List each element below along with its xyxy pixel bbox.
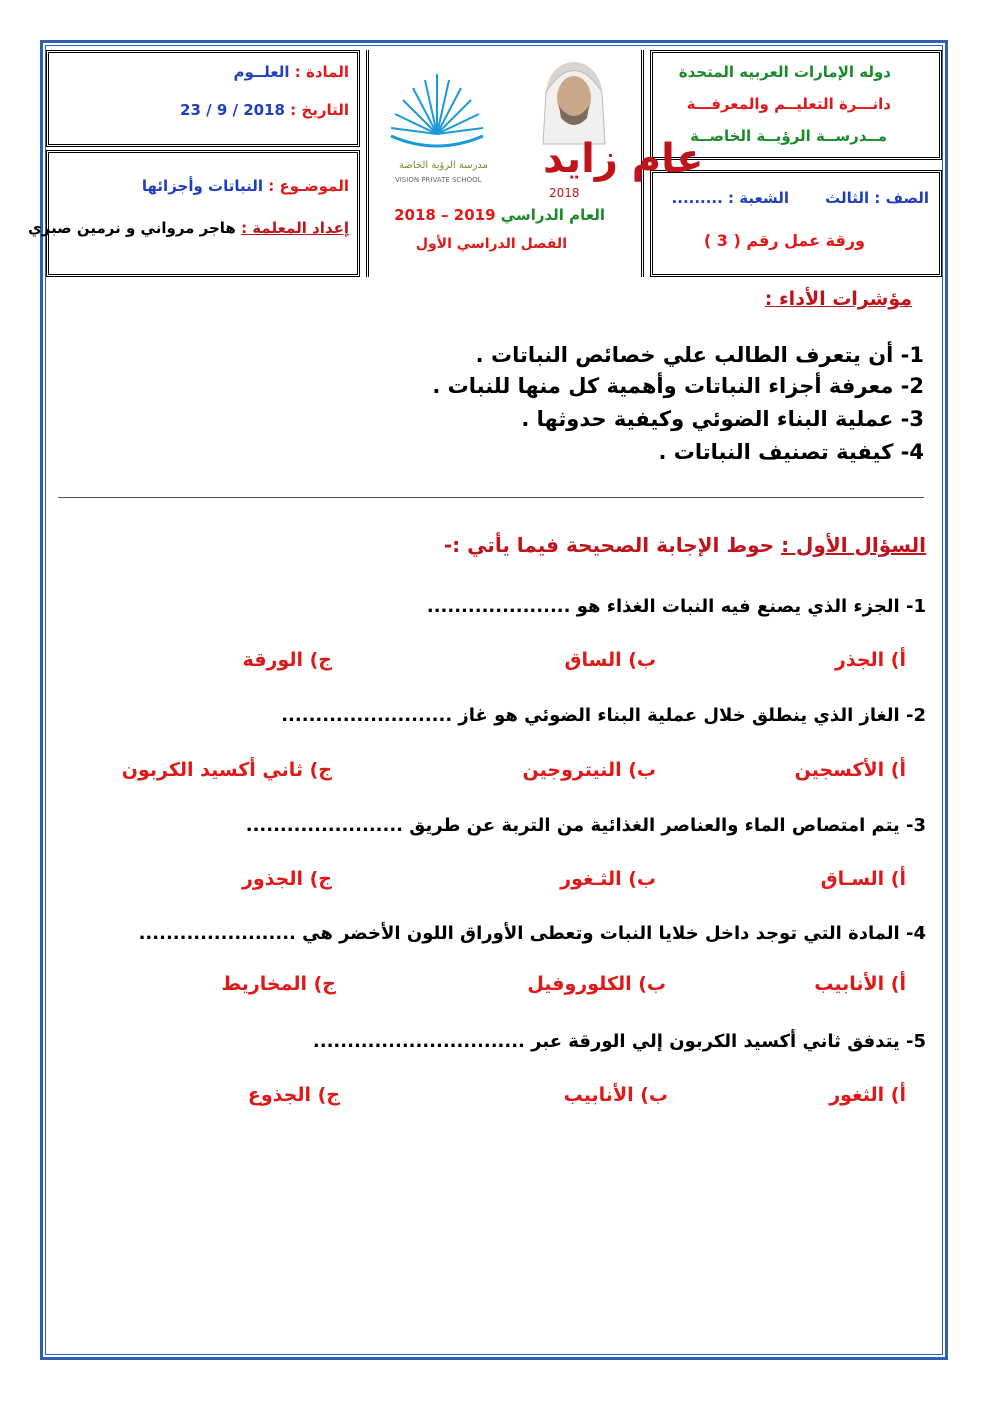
option-a[interactable]: أ) الأكسجين (794, 759, 906, 781)
zayed-number: 2018 (549, 186, 580, 200)
topic-label: الموضـوع : (268, 177, 349, 195)
semester: الفصل الدراسي الأول (415, 236, 567, 252)
section-divider (58, 497, 924, 498)
section: الشعبة : ......... (671, 189, 789, 207)
option-c[interactable]: ج) الجذور (241, 868, 332, 890)
indicators-title: مؤشرات الأداء : (764, 288, 912, 310)
question-text: 5- يتدفق ثاني أكسيد الكربون إلي الورقة عبر ............................... (312, 1031, 926, 1052)
subject-line (234, 63, 350, 81)
date-label: التاريخ : (290, 101, 349, 119)
date-line (180, 101, 349, 119)
option-b[interactable]: ب) الثـغور (560, 868, 656, 890)
indicator-item: 2- معرفة أجزاء النباتات وأهمية كل منها للنبات . (432, 374, 924, 398)
option-b[interactable]: ب) الساق (564, 649, 656, 671)
option-b[interactable]: ب) الكلوروفيل (527, 973, 666, 995)
indicator-item: 4- كيفية تصنيف النباتات . (658, 440, 924, 464)
department-name: دانـــرة التعليــم والمعرفـــة (686, 95, 891, 113)
option-b[interactable]: ب) النيتروجين (522, 759, 656, 781)
school-name: مــدرســة الرؤيــة الخاصــة (690, 127, 887, 145)
academic-year (394, 206, 605, 224)
teacher-value: هاجر مرواني و نرمين صبري (27, 219, 236, 237)
option-c[interactable]: ج) ثاني أكسيد الكربون (121, 759, 332, 781)
indicator-item: 3- عملية البناء الضوئي وكيفية حدوثها . (521, 407, 924, 431)
teacher-line (28, 219, 349, 237)
option-c[interactable]: ج) الورقة (242, 649, 332, 671)
topic-line (142, 177, 349, 195)
logo-arabic: مدرسة الرؤية الخاصة (399, 160, 489, 171)
logo-english: VISION PRIVATE SCHOOL (395, 176, 482, 184)
teacher-label: إعداد المعلمة : (241, 219, 349, 237)
school-logo (377, 62, 497, 192)
year-prefix: العام الدراسي (500, 206, 605, 224)
year-value: 2018 – 2019 (394, 206, 496, 224)
class-info-box (650, 170, 942, 277)
subject-box (46, 50, 360, 147)
question-text: 2- الغاز الذي ينطلق خلال عملية البناء الضوئي هو غاز ......................... (281, 705, 926, 726)
question-text: 1- الجزء الذي يصنع فيه النبات الغذاء هو ..................... (426, 596, 926, 617)
zayed-year-logo (519, 54, 704, 204)
question1-instruction: حوط الإجابة الصحيحة فيما يأتي :- (443, 533, 775, 557)
question1-label: السؤال الأول : (781, 533, 926, 557)
grade: الصف : الثالث (825, 189, 929, 207)
question-text: 4- المادة التي توجد داخل خلايا النبات وتعطى الأوراق اللون الأخضر هي ....................... (138, 923, 926, 944)
worksheet-number: ورقة عمل رقم ( 3 ) (703, 231, 865, 250)
country-name: دوله الإمارات العربيه المتحدة (678, 63, 891, 81)
date-value: 23 / 9 / 2018 (180, 101, 285, 119)
subject-value: العلــوم (233, 63, 290, 81)
option-c[interactable]: ج) الجذوع (247, 1084, 340, 1106)
option-a[interactable]: أ) الأنابيب (814, 973, 906, 995)
zayed-title: عام زايد (543, 136, 704, 182)
header-center (366, 50, 704, 277)
option-c[interactable]: ج) المخاريط (221, 973, 336, 995)
question-text: 3- يتم امتصاص الماء والعناصر الغذائية من التربة عن طريق ....................... (245, 815, 926, 836)
topic-box (27, 150, 360, 277)
option-a[interactable]: أ) الثغور (829, 1084, 906, 1106)
subject-label: المادة : (294, 63, 349, 81)
option-a[interactable]: أ) السـاق (820, 868, 906, 890)
vision-logo-icon (377, 62, 497, 172)
option-b[interactable]: ب) الأنابيب (563, 1084, 668, 1106)
option-a[interactable]: أ) الجذر (834, 649, 906, 671)
question1-heading (444, 533, 926, 557)
topic-value: النباتات وأجزائها (141, 177, 264, 195)
indicator-item: 1- أن يتعرف الطالب علي خصائص النباتات . (475, 343, 924, 367)
